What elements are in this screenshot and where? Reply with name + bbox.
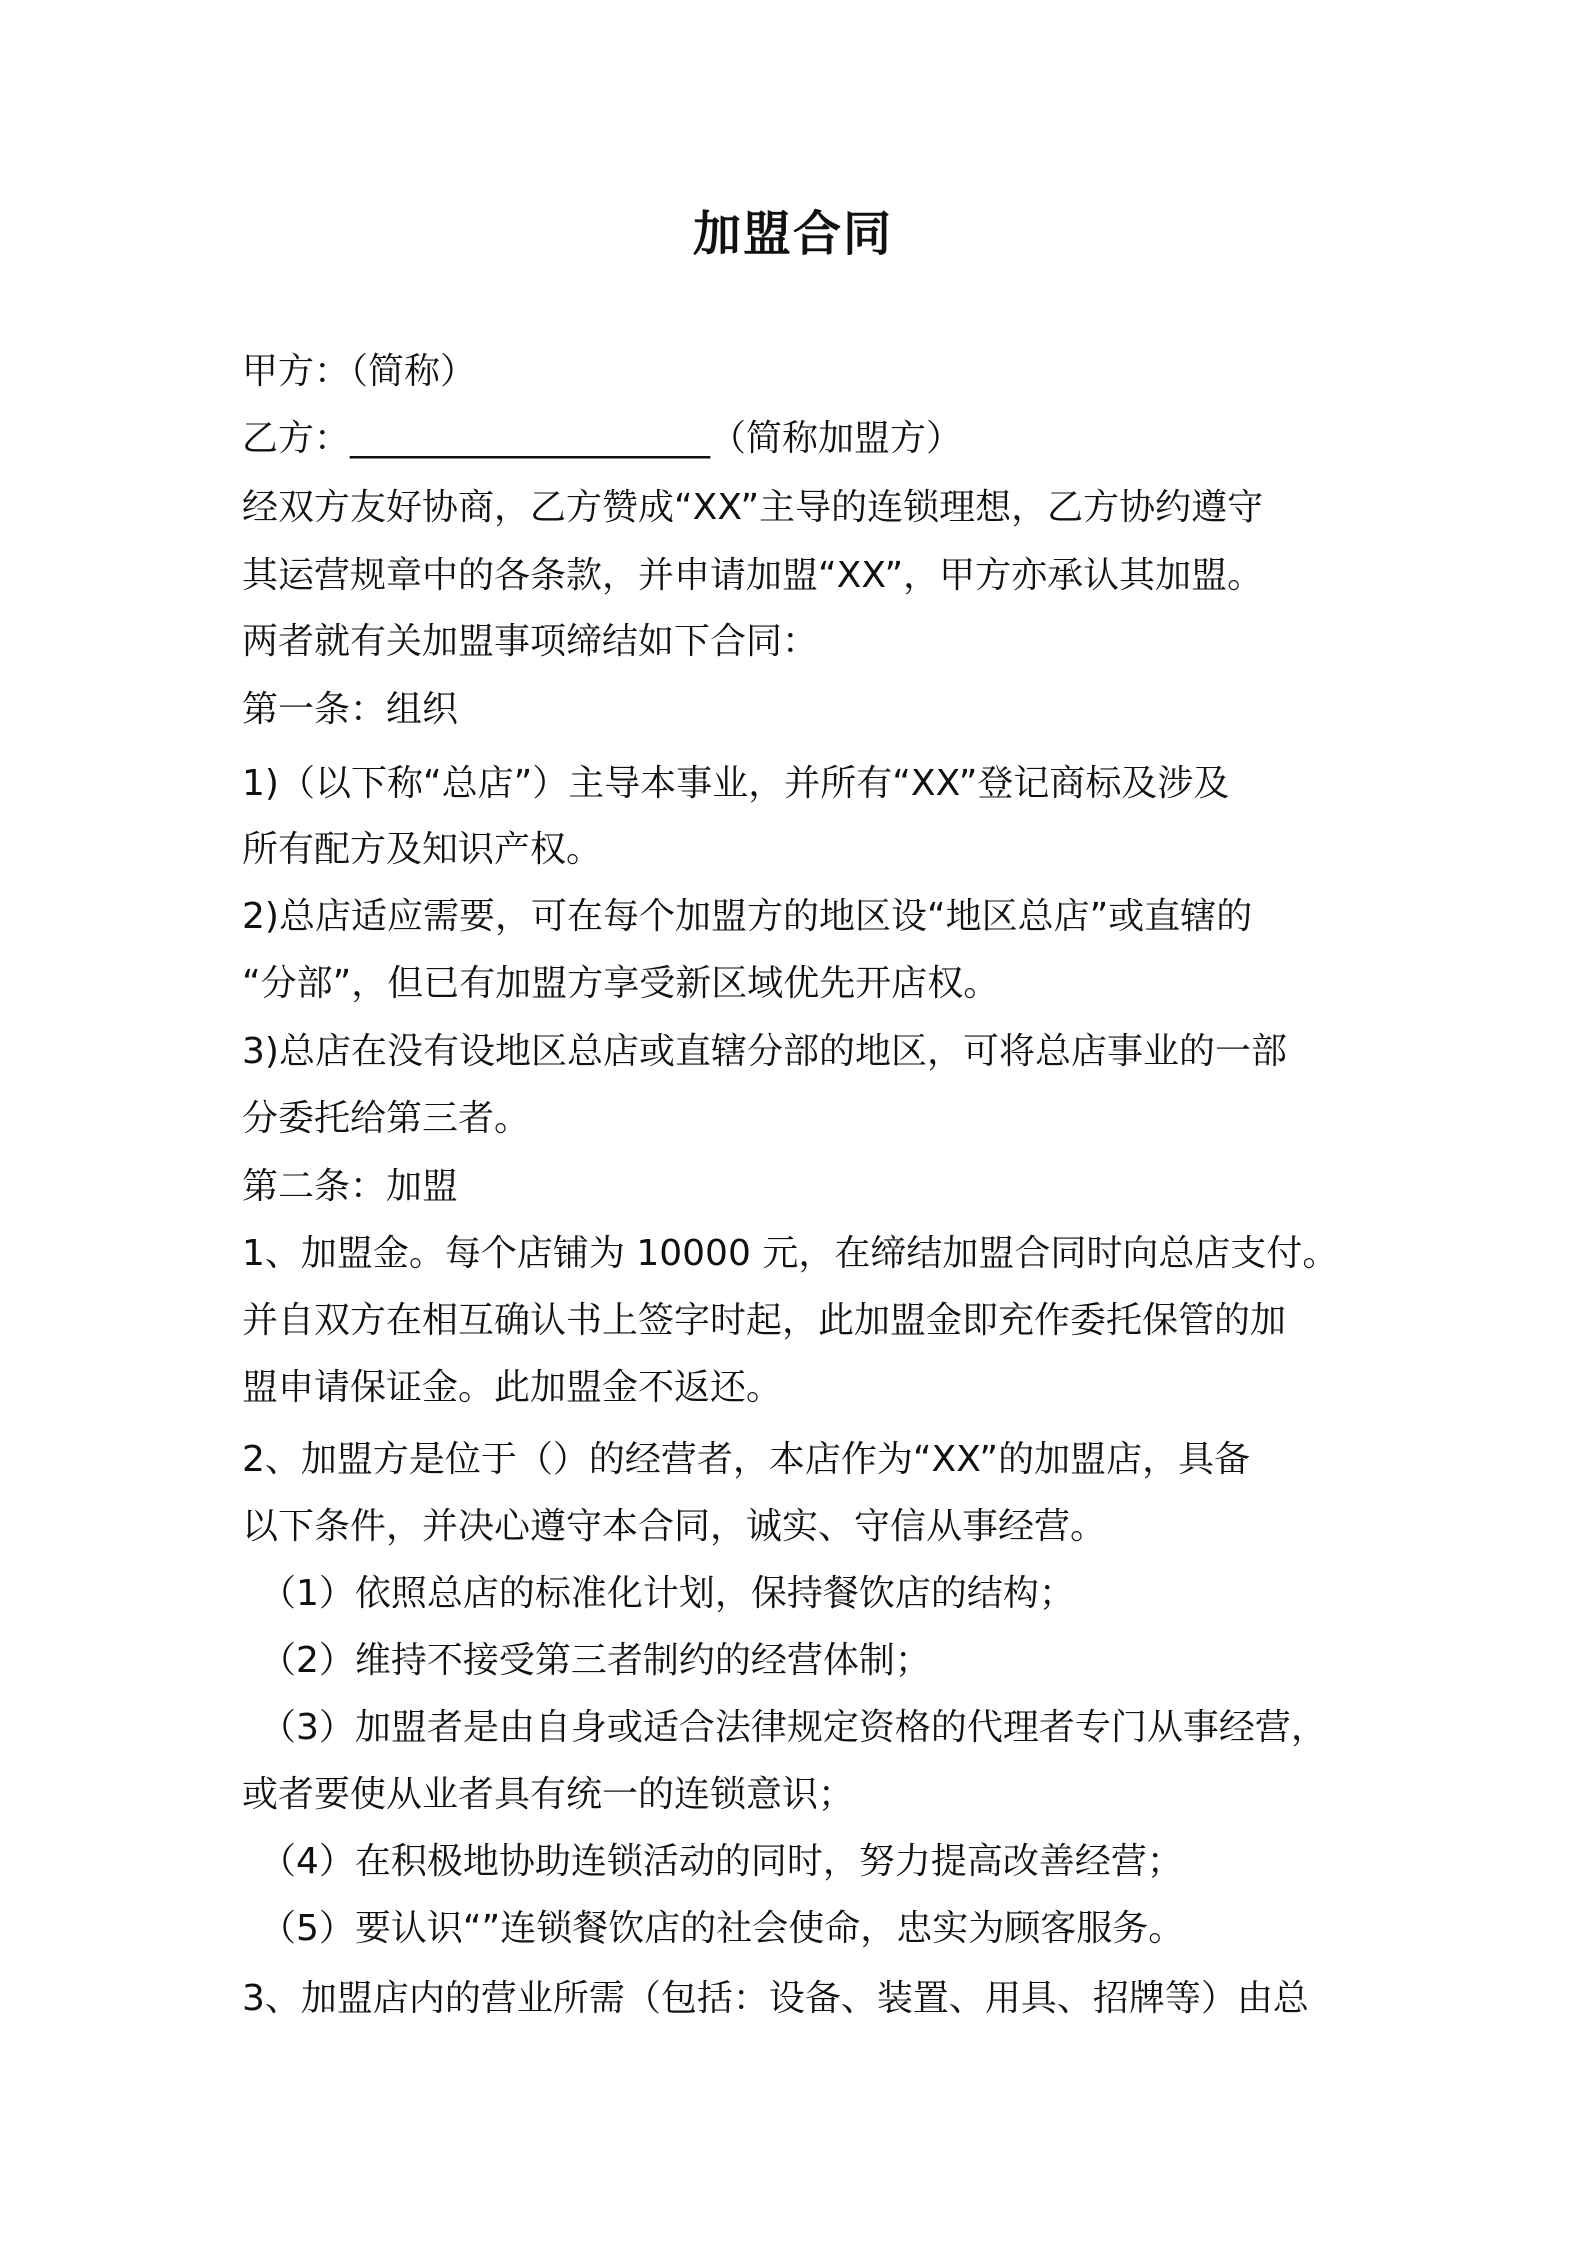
paragraph-line: 盟申请保证金。此加盟金不返还。	[242, 1367, 783, 1408]
paragraph-line: 并自双方在相互确认书上签字时起，此加盟金即充作委托保管的加	[242, 1300, 1287, 1341]
list-item: （4）在积极地协助连锁活动的同时，努力提高改善经营；	[260, 1841, 1183, 1882]
paragraph-line: 所有配方及知识产权。	[242, 829, 603, 870]
paragraph-line: 或者要使从业者具有统一的连锁意识；	[242, 1774, 855, 1815]
paragraph-line: 其运营规章中的各条款，并申请加盟“XX”，甲方亦承认其加盟。	[242, 555, 1264, 596]
paragraph-line: 1)（以下称“总店”）主导本事业，并所有“XX”登记商标及涉及	[242, 763, 1230, 804]
paragraph-line: 3、加盟店内的营业所需（包括：设备、装置、用具、招牌等）由总	[242, 1978, 1309, 2019]
article-heading: 第一条：组织	[242, 689, 459, 730]
paragraph-line: 2)总店适应需要，可在每个加盟方的地区设“地区总店”或直辖的	[242, 896, 1253, 937]
paragraph-line: 2、加盟方是位于（）的经营者，本店作为“XX”的加盟店，具备	[242, 1439, 1251, 1480]
party-a-line: 甲方：（简称）	[242, 351, 477, 392]
list-item: （2）维持不接受第三者制约的经营体制；	[260, 1640, 931, 1681]
paragraph-line: 以下条件，并决心遵守本合同，诚实、守信从事经营。	[242, 1506, 1107, 1547]
document-title: 加盟合同	[692, 206, 893, 262]
paragraph-line: 1、加盟金。每个店铺为 10000 元，在缔结加盟合同时向总店支付。	[242, 1233, 1339, 1274]
paragraph-line: 3)总店在没有设地区总店或直辖分部的地区，可将总店事业的一部	[242, 1031, 1287, 1072]
list-item: （5）要认识“”连锁餐饮店的社会使命，忠实为顾客服务。	[260, 1908, 1185, 1949]
list-item: （1）依照总店的标准化计划，保持餐饮店的结构；	[260, 1573, 1075, 1614]
paragraph-line: 经双方友好协商，乙方赞成“XX”主导的连锁理想，乙方协约遵守	[242, 487, 1264, 528]
party-b-line: 乙方：____________________（简称加盟方）	[242, 418, 963, 459]
paragraph-line: “分部”，但已有加盟方享受新区域优先开店权。	[242, 963, 1000, 1004]
list-item: （3）加盟者是由自身或适合法律规定资格的代理者专门从事经营，	[260, 1707, 1327, 1748]
paragraph-line: 分委托给第三者。	[242, 1098, 531, 1139]
paragraph-line: 两者就有关加盟事项缔结如下合同：	[242, 621, 819, 662]
article-heading: 第二条：加盟	[242, 1166, 459, 1207]
